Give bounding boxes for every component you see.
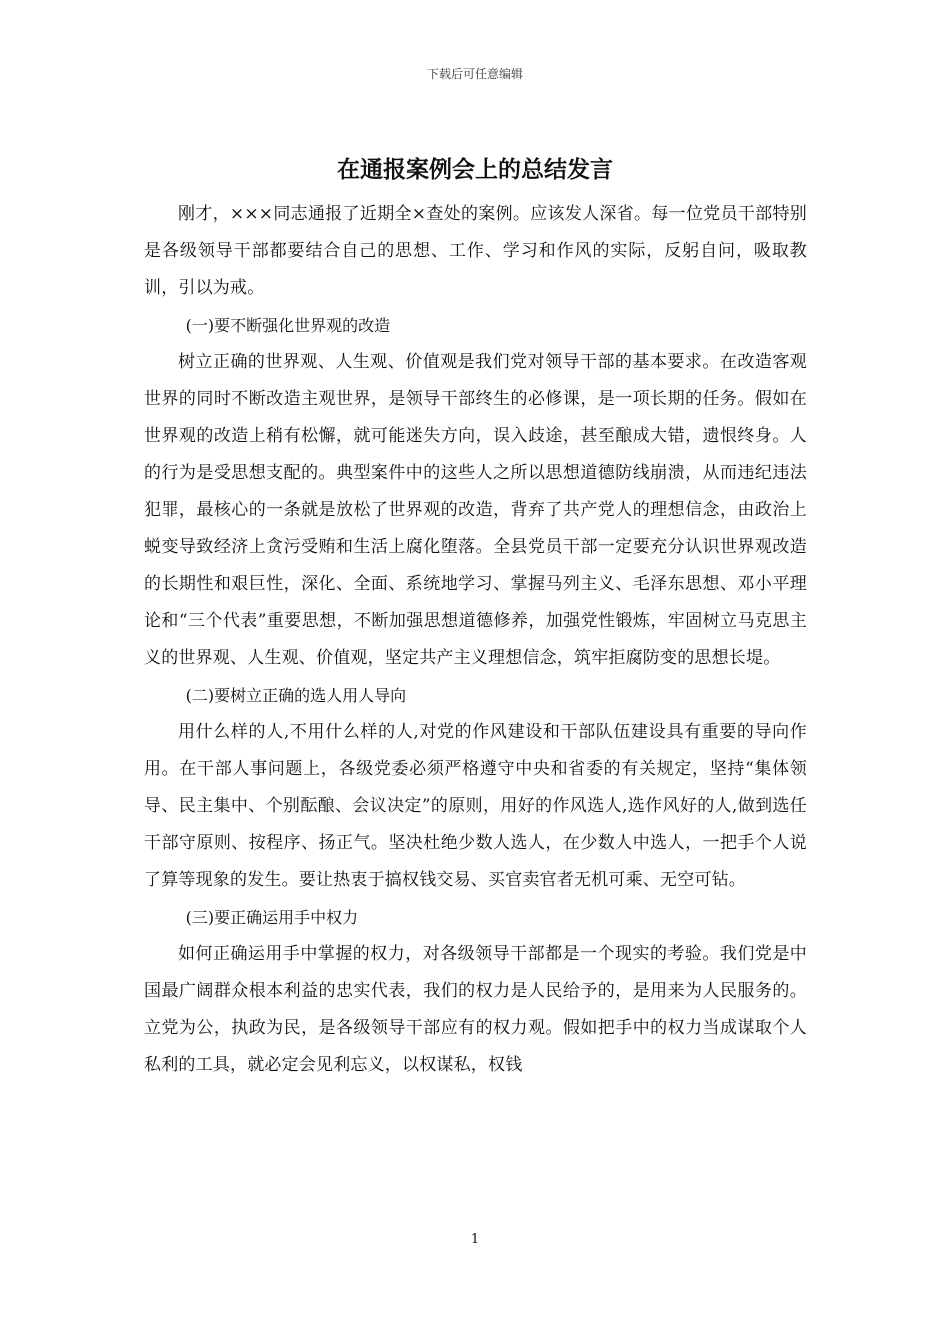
document-body <box>144 196 807 1084</box>
section-heading: (二)要树立正确的选人用人导向 <box>185 686 407 705</box>
section-paragraph: 树立正确的世界观、人生观、价值观是我们党对领导干部的基本要求。在改造客观世界的同时不断改造主观世界，是领导干部终生的必修课，是一项长期的任务。假如在世界观的改造上稍有松懈，就可能迷失方向，误入歧途，甚至酿成大错，遗恨终身。人的行为是受思想支配的。典型案件中的这些人之所以思想道德防线崩溃，从而违纪违法犯罪，最核心的一条就是放松了世界观的改造，背弃了共产党人的理想信念，由政治上蜕变导致经济上贪污受贿和生活上腐化堕落。全县党员干部一定要充分认识世界观改造的长期性和艰巨性，深化、全面、系统地学习、掌握马列主义、毛泽东思想、邓小平理论和“三个代表”重要思想，不断加强思想道德修养，加强党性锻炼，牢固树立马克思主义的世界观、人生观、价值观，坚定共产主义理想信念，筑牢拒腐防变的思想长堤。 <box>144 352 807 668</box>
section-heading: (一)要不断强化世界观的改造 <box>185 316 391 335</box>
page-header-note: 下载后可任意编辑 <box>426 67 523 81</box>
page-number: 1 <box>470 1232 480 1247</box>
document-title: 在通报案例会上的总结发言 <box>337 156 613 183</box>
intro-paragraph: 刚才，×××同志通报了近期全×查处的案例。应该发人深省。每一位党员干部特别是各级领导干部都要结合自己的思想、工作、学习和作风的实际，反躬自问，吸取教训，引以为戒。 <box>144 204 807 298</box>
section-heading: (三)要正确运用手中权力 <box>185 908 359 927</box>
section-paragraph: 如何正确运用手中掌握的权力，对各级领导干部都是一个现实的考验。我们党是中国最广阔群众根本利益的忠实代表，我们的权力是人民给予的，是用来为人民服务的。立党为公，执政为民，是各级领导干部应有的权力观。假如把手中的权力当成谋取个人私利的工具，就必定会见利忘义，以权谋私，权钱 <box>144 944 807 1075</box>
section-paragraph: 用什么样的人,不用什么样的人,对党的作风建设和干部队伍建设具有重要的导向作用。在干部人事问题上，各级党委必须严格遵守中央和省委的有关规定，坚持“集体领导、民主集中、个别酝酿、会议决定”的原则，用好的作风选人,选作风好的人,做到选任干部守原则、按程序、扬正气。坚决杜绝少数人选人，在少数人中选人，一把手个人说了算等现象的发生。要让热衷于搞权钱交易、买官卖官者无机可乘、无空可钻。 <box>144 722 807 890</box>
